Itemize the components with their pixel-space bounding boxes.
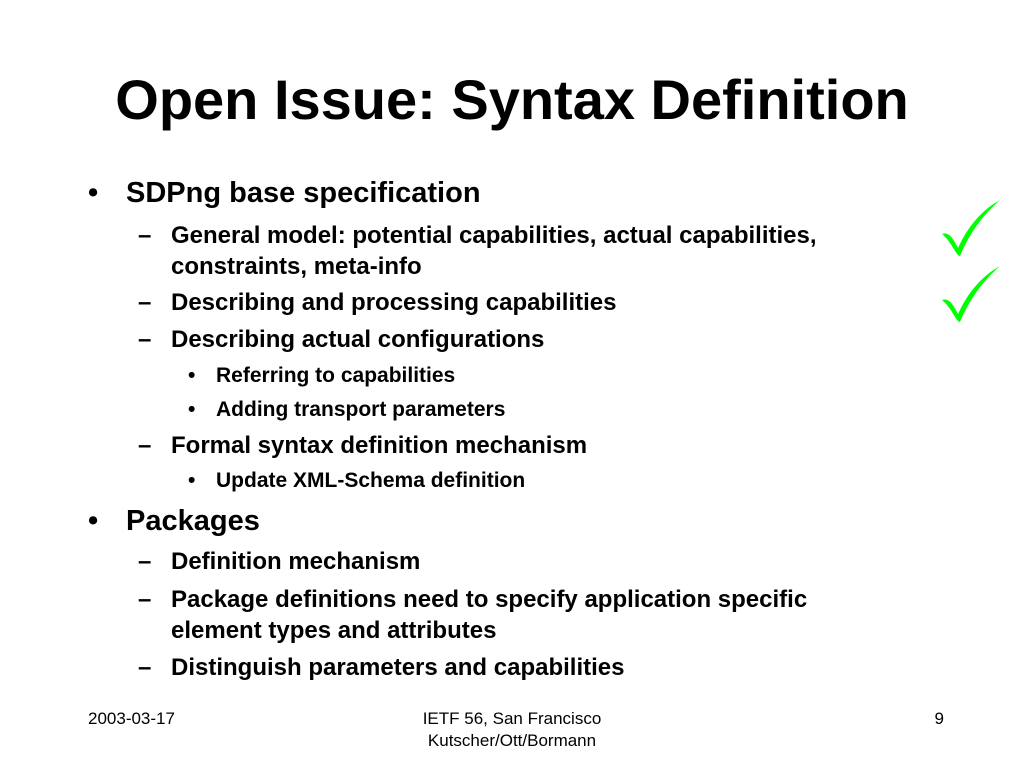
slide-title: Open Issue: Syntax Definition: [115, 68, 909, 131]
bullet-marker: •: [188, 398, 196, 421]
checkmark-icon: [938, 198, 1004, 260]
subbullet-describing-processing: Describing and processing capabilities: [171, 289, 617, 316]
dash-marker: –: [138, 432, 152, 459]
dash-marker: –: [138, 326, 152, 353]
footer-event: IETF 56, San Francisco: [422, 709, 602, 728]
subbullet-general-model-line1: General model: potential capabilities, actual capabilities,: [171, 222, 817, 249]
subbullet-general-model: [171, 220, 817, 282]
subbullet-package-definitions-line2: element types and attributes: [171, 617, 497, 644]
dash-marker: –: [138, 548, 152, 575]
footer-center: [362, 708, 662, 752]
subsubbullet-update-xml: Update XML-Schema definition: [216, 469, 526, 492]
footer-page-number: 9: [934, 709, 944, 728]
subbullet-formal-syntax: Formal syntax definition mechanism: [171, 432, 588, 459]
dash-marker: –: [138, 222, 152, 249]
subbullet-general-model-line2: constraints, meta-info: [171, 253, 422, 280]
dash-marker: –: [138, 289, 152, 316]
subbullet-package-definitions: [171, 584, 807, 646]
bullet-marker: •: [88, 505, 99, 537]
footer-date: 2003-03-17: [88, 709, 175, 728]
subsubbullet-adding-transport: Adding transport parameters: [216, 398, 506, 421]
subbullet-package-definitions-line1: Package definitions need to specify application specific: [171, 586, 808, 613]
bullet-marker: •: [188, 364, 196, 387]
bullet-marker: •: [188, 469, 196, 492]
checkmark-icon: [938, 264, 1004, 326]
dash-marker: –: [138, 654, 152, 681]
subbullet-describing-actual: Describing actual configurations: [171, 326, 545, 353]
subbullet-distinguish: Distinguish parameters and capabilities: [171, 654, 625, 681]
subbullet-definition-mechanism: Definition mechanism: [171, 548, 421, 575]
bullet-marker: •: [88, 177, 99, 209]
dash-marker: –: [138, 586, 152, 613]
bullet-sdpng-base-spec: SDPng base specification: [126, 177, 481, 209]
subsubbullet-referring: Referring to capabilities: [216, 364, 456, 387]
footer-authors: Kutscher/Ott/Bormann: [427, 731, 597, 750]
bullet-packages: Packages: [126, 505, 260, 537]
